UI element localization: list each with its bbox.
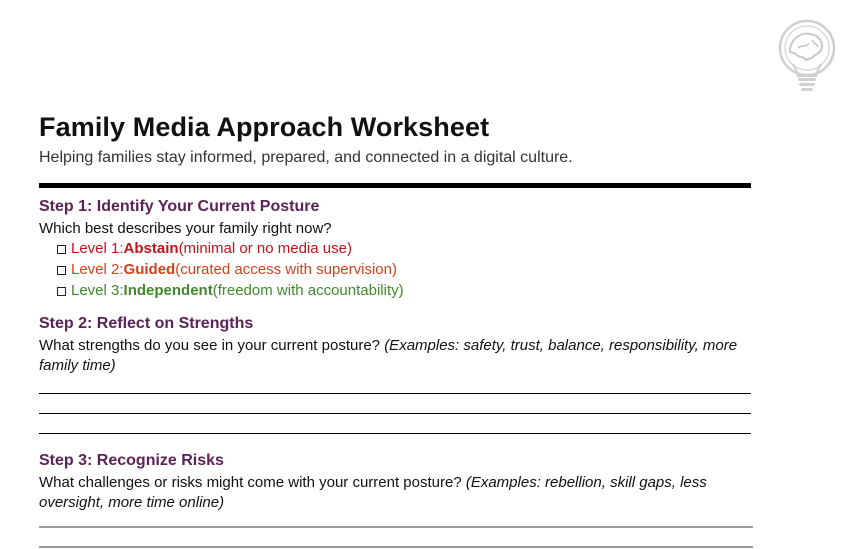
option-level2-prefix: Level 2: xyxy=(71,261,124,278)
option-level3-prefix: Level 3: xyxy=(71,282,124,299)
step2-question-text: What strengths do you see in your current posture? xyxy=(39,337,385,354)
answer-line[interactable] xyxy=(39,433,751,434)
step3-question xyxy=(39,473,754,513)
header-divider xyxy=(39,183,751,188)
answer-line[interactable] xyxy=(39,413,751,414)
step2-question xyxy=(39,336,754,376)
option-level2[interactable] xyxy=(57,261,397,279)
answer-line[interactable] xyxy=(39,546,753,548)
option-level2-desc: (curated access with supervision) xyxy=(175,261,397,278)
answer-line[interactable] xyxy=(39,526,753,528)
step2-heading: Step 2: Reflect on Strengths xyxy=(39,315,254,332)
option-level1-prefix: Level 1: xyxy=(71,240,124,257)
step3-examples: (Examples: rebellion, skill gaps, less oversight, more time online) xyxy=(39,474,707,511)
checkbox-level1[interactable] xyxy=(57,245,66,254)
option-level3-desc: (freedom with accountability) xyxy=(212,282,404,299)
checkbox-level3[interactable] xyxy=(57,287,66,296)
option-level3-name: Independent xyxy=(123,282,213,299)
step3-question-text: What challenges or risks might come with your current posture? xyxy=(39,474,466,491)
answer-line[interactable] xyxy=(39,393,751,394)
step1-heading: Step 1: Identify Your Current Posture xyxy=(39,198,320,215)
option-level3[interactable] xyxy=(57,282,404,300)
step1-question: Which best describes your family right now? xyxy=(39,220,332,237)
page-title: Family Media Approach Worksheet xyxy=(39,112,490,142)
option-level1[interactable] xyxy=(57,240,352,258)
page-subtitle: Helping families stay informed, prepared, and connected in a digital culture. xyxy=(39,149,573,166)
step2-examples: (Examples: safety, trust, balance, responsibility, more family time) xyxy=(39,337,738,374)
option-level1-name: Abstain xyxy=(123,240,179,257)
option-level1-desc: (minimal or no media use) xyxy=(178,240,352,257)
checkbox-level2[interactable] xyxy=(57,266,66,275)
lightbulb-brain-icon xyxy=(776,18,838,92)
step3-heading: Step 3: Recognize Risks xyxy=(39,452,224,469)
option-level2-name: Guided xyxy=(123,261,176,278)
